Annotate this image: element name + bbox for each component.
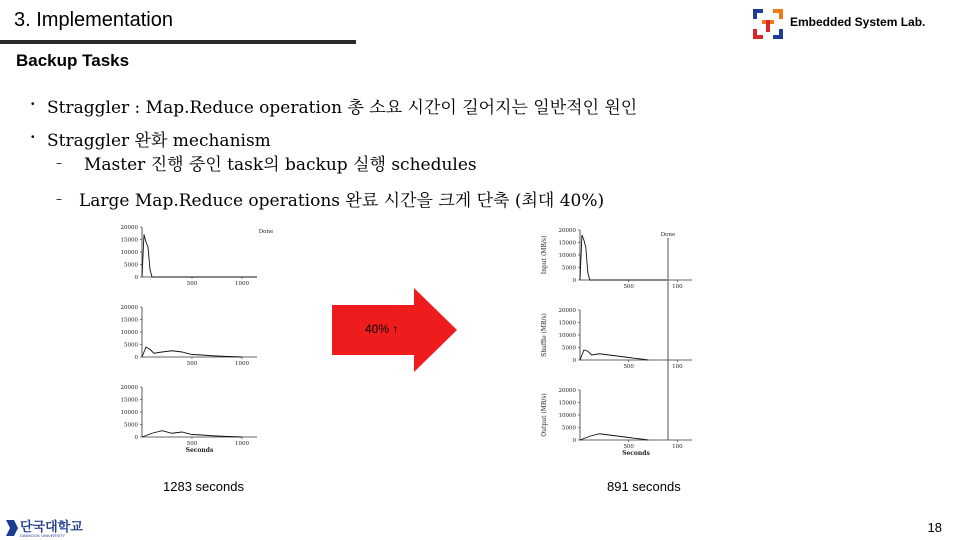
throughput-series-line — [142, 347, 242, 357]
y-tick-label: 5000 — [124, 342, 138, 349]
university-logo-subtext: DANKOOK UNIVERSITY — [20, 533, 66, 538]
sub-bullet-marker: – — [56, 192, 62, 206]
y-tick-label: 5000 — [562, 425, 576, 432]
x-tick-label: 100 — [672, 444, 683, 450]
y-tick-label: 20000 — [120, 225, 138, 231]
section-subtitle: Backup Tasks — [16, 51, 130, 70]
y-tick-label: 5000 — [124, 422, 138, 429]
y-tick-label: 15000 — [120, 237, 138, 244]
y-tick-label: 15000 — [120, 397, 138, 404]
x-tick-label: 500 — [186, 441, 198, 447]
x-tick-label: 500 — [186, 361, 198, 367]
y-tick-label: 10000 — [558, 333, 576, 339]
right-duration-caption: 891 seconds — [607, 479, 681, 494]
y-tick-label: 20000 — [558, 228, 576, 234]
y-tick-label: 0 — [572, 278, 576, 284]
y-tick-label: 0 — [134, 355, 138, 361]
y-tick-label: 10000 — [120, 250, 138, 256]
y-tick-label: 20000 — [120, 305, 138, 311]
university-emblem-icon — [6, 520, 18, 536]
y-tick-label: 10000 — [120, 330, 138, 336]
x-tick-label: 500 — [623, 444, 634, 450]
x-tick-label: 100 — [672, 364, 683, 370]
y-axis-label: Input (MB/s) — [541, 235, 548, 275]
sub-bullet-text: Large Map.Reduce operations 완료 시간을 크게 단축 (최대 40%) — [79, 191, 605, 211]
y-tick-label: 15000 — [558, 400, 576, 407]
x-axis-label: Seconds — [622, 450, 650, 457]
university-logo — [4, 516, 116, 538]
y-tick-label: 20000 — [120, 385, 138, 391]
throughput-series-line — [142, 431, 242, 437]
x-tick-label: 1000 — [235, 281, 249, 287]
x-tick-label: 100 — [672, 284, 683, 290]
slide-title: 3. Implementation — [14, 9, 173, 31]
y-tick-label: 0 — [134, 275, 138, 281]
y-axis-label: Output (MB/s) — [541, 393, 548, 437]
bullet-marker: • — [31, 99, 35, 110]
y-tick-label: 0 — [134, 435, 138, 441]
throughput-series-line — [142, 235, 257, 278]
x-tick-label: 1000 — [235, 361, 249, 367]
y-tick-label: 5000 — [562, 345, 576, 352]
y-tick-label: 15000 — [558, 240, 576, 247]
done-annotation: Done — [258, 229, 274, 235]
title-underline — [0, 40, 356, 44]
left-throughput-chart — [100, 222, 274, 467]
bullet-text: Straggler : Map.Reduce operation 총 소요 시간이 길어지는 일반적인 원인 — [47, 98, 638, 118]
y-tick-label: 5000 — [562, 265, 576, 272]
done-annotation: Done — [660, 232, 676, 238]
page-number: 18 — [927, 520, 942, 535]
bullet-text: Straggler 완화 mechanism — [47, 131, 271, 151]
y-tick-label: 15000 — [120, 317, 138, 324]
x-tick-label: 500 — [623, 364, 634, 370]
throughput-series-line — [580, 235, 667, 280]
y-tick-label: 15000 — [558, 320, 576, 327]
improvement-label: 40% ↑ — [365, 322, 399, 336]
lab-name: Embedded System Lab. — [790, 15, 926, 29]
throughput-series-line — [580, 434, 648, 440]
y-tick-label: 20000 — [558, 308, 576, 314]
bullet-marker: • — [31, 132, 35, 143]
sub-bullet-text: Master 진행 중인 task의 backup 실행 schedules — [84, 155, 477, 175]
y-tick-label: 0 — [572, 358, 576, 364]
y-tick-label: 10000 — [558, 413, 576, 419]
sub-bullet-marker: – — [56, 156, 62, 170]
throughput-series-line — [580, 350, 648, 360]
y-tick-label: 10000 — [120, 410, 138, 416]
x-axis-label: Seconds — [185, 447, 214, 454]
lab-logo-icon — [752, 8, 784, 40]
left-duration-caption: 1283 seconds — [163, 479, 244, 494]
y-axis-label: Shuffle (MB/s) — [541, 313, 548, 357]
right-throughput-chart — [520, 225, 700, 473]
y-tick-label: 0 — [572, 438, 576, 444]
x-tick-label: 1000 — [235, 441, 249, 447]
y-tick-label: 10000 — [558, 253, 576, 259]
x-tick-label: 500 — [186, 281, 198, 287]
university-logo-text: 단국대학교 — [20, 519, 83, 534]
x-tick-label: 500 — [623, 284, 634, 290]
y-tick-label: 5000 — [124, 262, 138, 269]
y-tick-label: 20000 — [558, 388, 576, 394]
